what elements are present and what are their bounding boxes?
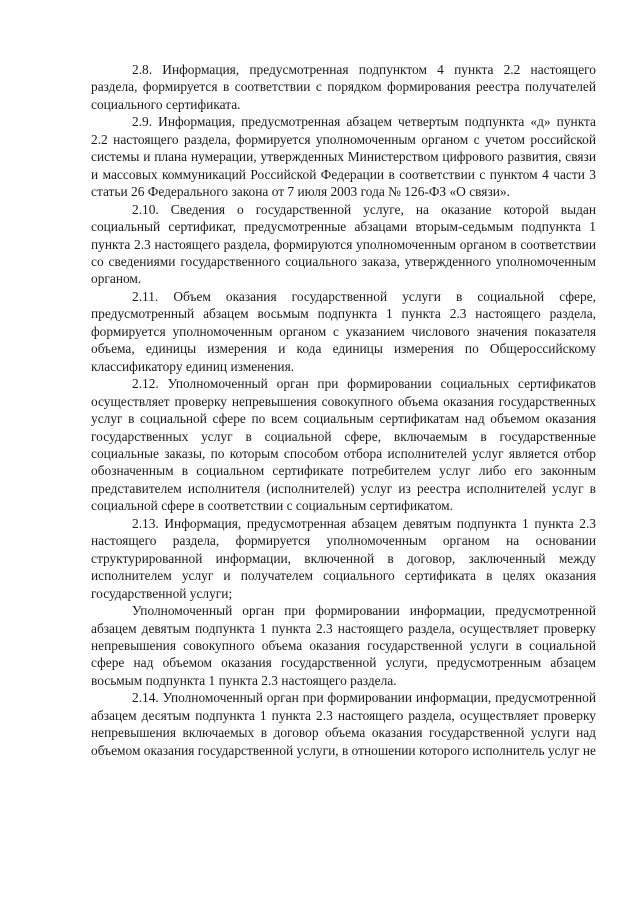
paragraph-2-13-continuation: Уполномоченный орган при формировании информации, предусмотренной абзацем девятым подпункта 1 пункта 2.3 настоящего раздела, осуществляет проверку непревышения совокупного объема оказания государственной услуги в социальной сфере над объемом оказания государственной услуги, предусмотренным абзацем восьмым подпункта 1 пункта 2.3 настоящего раздела. (91, 603, 596, 688)
document-body (91, 61, 596, 759)
paragraph-2-10: 2.10. Сведения о государственной услуге, на оказание которой выдан социальный сертификат, предусмотренные абзацами вторым-седьмым подпункта 1 пункта 2.3 настоящего раздела, формируются уполномоченным органом в соответствии со сведениями государственного социального заказа, утвержденного уполномоченным органом. (91, 201, 596, 287)
paragraph-2-8: 2.8. Информация, предусмотренная подпунктом 4 пункта 2.2 настоящего раздела, формируется в соответствии с порядком формирования реестра получателей социального сертификата. (91, 62, 596, 112)
paragraph-2-12: 2.12. Уполномоченный орган при формировании социальных сертификатов осуществляет проверку непревышения совокупного объема оказания государственных услуг в социальной сфере по всем социальным сертификатам над объемом оказания государственных услуг в социальной сфере, включаемым в государственные социальные заказы, по которым способом отбора исполнителей услуг является отбор обозначенным в социальном сертификате потребителем услуг либо его законным представителем исполнителя (исполнителей) услуг из реестра исполнителей услуг в социальной сфере в соответствии с социальным сертификатом. (91, 376, 596, 514)
paragraph-2-14: 2.14. Уполномоченный орган при формировании информации, предусмотренной абзацем десятым подпункта 1 пункта 2.3 настоящего раздела, осуществляет проверку непревышения включаемых в договор объема оказания государственной услуги над объемом оказания государственной услуги, в отношении которого исполнитель услуг не (91, 690, 596, 758)
paragraph-2-13: 2.13. Информация, предусмотренная абзацем девятым подпункта 1 пункта 2.3 настоящего раздела, формируется уполномоченным органом на основании структурированной информации, включенной в договор, заключенный между исполнителем услуг и получателем социального сертификата в целях оказания государственной услуги; (91, 515, 596, 601)
paragraph-2-11: 2.11. Объем оказания государственной услуги в социальной сфере, предусмотренный абзацем восьмым подпункта 1 пункта 2.3 настоящего раздела, формируется уполномоченным органом с указанием числового значения показателя объема, единицы измерения и кода единицы измерения по Общероссийскому классификатору единиц изменения. (91, 288, 596, 374)
paragraph-2-9: 2.9. Информация, предусмотренная абзацем четвертым подпункта «д» пункта 2.2 настоящего раздела, формируется уполномоченным органом с учетом российской системы и плана нумерации, утвержденных Министерством цифрового развития, связи и массовых коммуникаций Российской Федерации в соответствии с пунктом 4 части 3 статьи 26 Федерального закона от 7 июля 2003 года № 126-ФЗ «О связи». (91, 114, 596, 200)
